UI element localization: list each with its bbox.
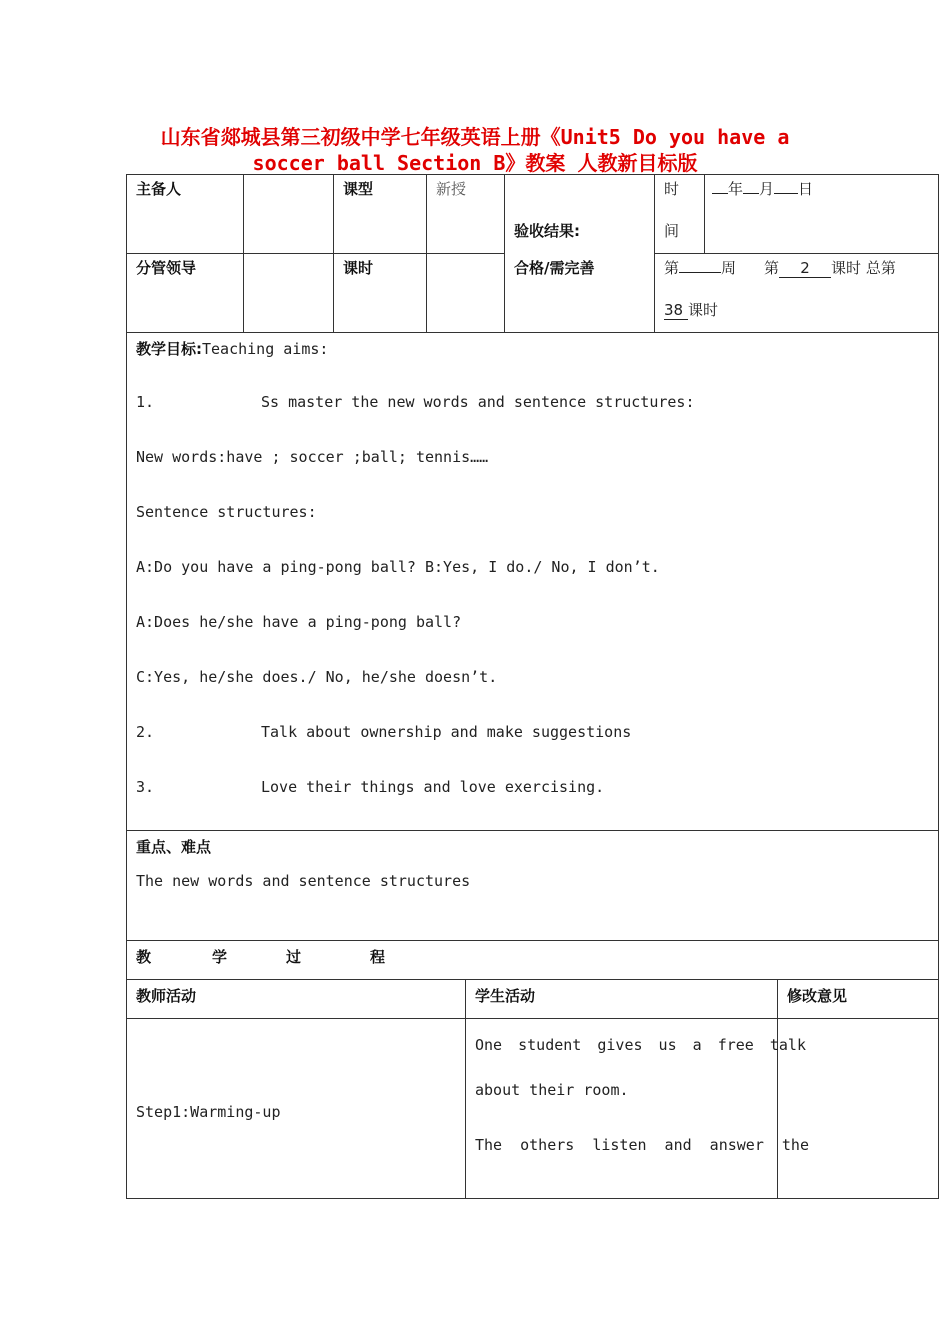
teacher-activity-header: 教师活动 [136, 987, 197, 1005]
header-col-divider [333, 174, 334, 332]
aim-2-text: Talk about ownership and make suggestions [261, 723, 632, 741]
key-points-heading: 重点、难点 [136, 838, 212, 856]
key-points-text: The new words and sentence structures [136, 872, 471, 890]
week-lesson-info [664, 257, 896, 278]
step1-teacher-activity: Step1:Warming-up [136, 1103, 281, 1121]
header-bottom-line [126, 332, 939, 333]
aim-2-number: 2. [136, 723, 155, 741]
aim-1-number: 1. [136, 393, 155, 411]
document-title-line2: soccer ball Section B》教案 人教新目标版 [252, 151, 698, 175]
structure-line-1: A:Do you have a ping-pong ball? B:Yes, I do./ No, I don’t. [136, 558, 660, 576]
aim-1-text: Ss master the new words and sentence structures: [261, 393, 695, 411]
structure-line-2: A:Does he/she have a ping-pong ball? [136, 613, 462, 631]
header-col-divider [654, 174, 655, 332]
total-lesson-info [664, 299, 718, 320]
lesson-suffix: 课时 总第 [831, 259, 896, 277]
revision-notes-header: 修改意见 [787, 987, 848, 1005]
structures-label: Sentence structures: [136, 503, 317, 521]
aim-3-text: Love their things and love exercising. [261, 778, 605, 796]
structure-line-3: C:Yes, he/she does./ No, he/she doesn’t. [136, 668, 498, 686]
new-words-line: New words:have ; soccer ;ball; tennis…… [136, 448, 489, 466]
process-col-divider [777, 979, 778, 1199]
check-result-options: 合格/需完善 [514, 259, 595, 277]
process-col-divider [465, 979, 466, 1199]
aims-heading-cn: 教学目标: [136, 340, 202, 358]
aim-3-number: 3. [136, 778, 155, 796]
process-heading-char-2: 学 [212, 948, 228, 966]
total-suffix: 课时 [688, 301, 719, 319]
date-year-label: 年 [728, 180, 744, 198]
process-heading-char-1: 教 [136, 948, 152, 966]
lesson-number: 2 [779, 259, 831, 278]
student-activity-header: 学生活动 [475, 987, 536, 1005]
total-number: 38 [664, 301, 688, 320]
document-title-line1: 山东省郯城县第三初级中学七年级英语上册《Unit5 Do you have a [160, 125, 790, 149]
period-label: 课时 [343, 259, 374, 277]
step1-student-line-3: The others listen and answer the [475, 1136, 809, 1154]
header-col-divider [426, 174, 427, 332]
aims-heading [136, 338, 328, 359]
process-heading-char-4: 程 [370, 948, 386, 966]
time-label-top: 时 [664, 180, 680, 198]
date-day-label: 日 [798, 180, 814, 198]
key-points-bottom-line [126, 940, 939, 941]
lesson-type-label: 课型 [343, 180, 374, 198]
aims-heading-en: Teaching aims: [202, 340, 329, 358]
header-col-divider [504, 174, 505, 332]
process-header-bottom-line [126, 1018, 939, 1019]
header-col-divider [704, 174, 705, 253]
leader-label: 分管领导 [136, 259, 197, 277]
header-row-divider [126, 253, 504, 254]
process-heading-char-3: 过 [286, 948, 302, 966]
check-result-label: 验收结果: [514, 222, 580, 240]
time-label-bottom: 间 [664, 222, 680, 240]
lesson-prefix: 第 [764, 259, 780, 277]
step1-student-line-1: One student gives us a free talk [475, 1036, 806, 1054]
date-month-label: 月 [759, 180, 775, 198]
step1-student-line-2: about their room. [475, 1081, 629, 1099]
preparer-label: 主备人 [136, 180, 182, 198]
process-heading-bottom-line [126, 979, 939, 980]
date-field [712, 178, 813, 199]
header-time-divider [654, 253, 939, 254]
lesson-type-value: 新授 [436, 180, 467, 198]
week-prefix: 第 [664, 259, 680, 277]
aims-bottom-line [126, 830, 939, 831]
header-col-divider [243, 174, 244, 332]
week-suffix: 周 [721, 259, 737, 277]
